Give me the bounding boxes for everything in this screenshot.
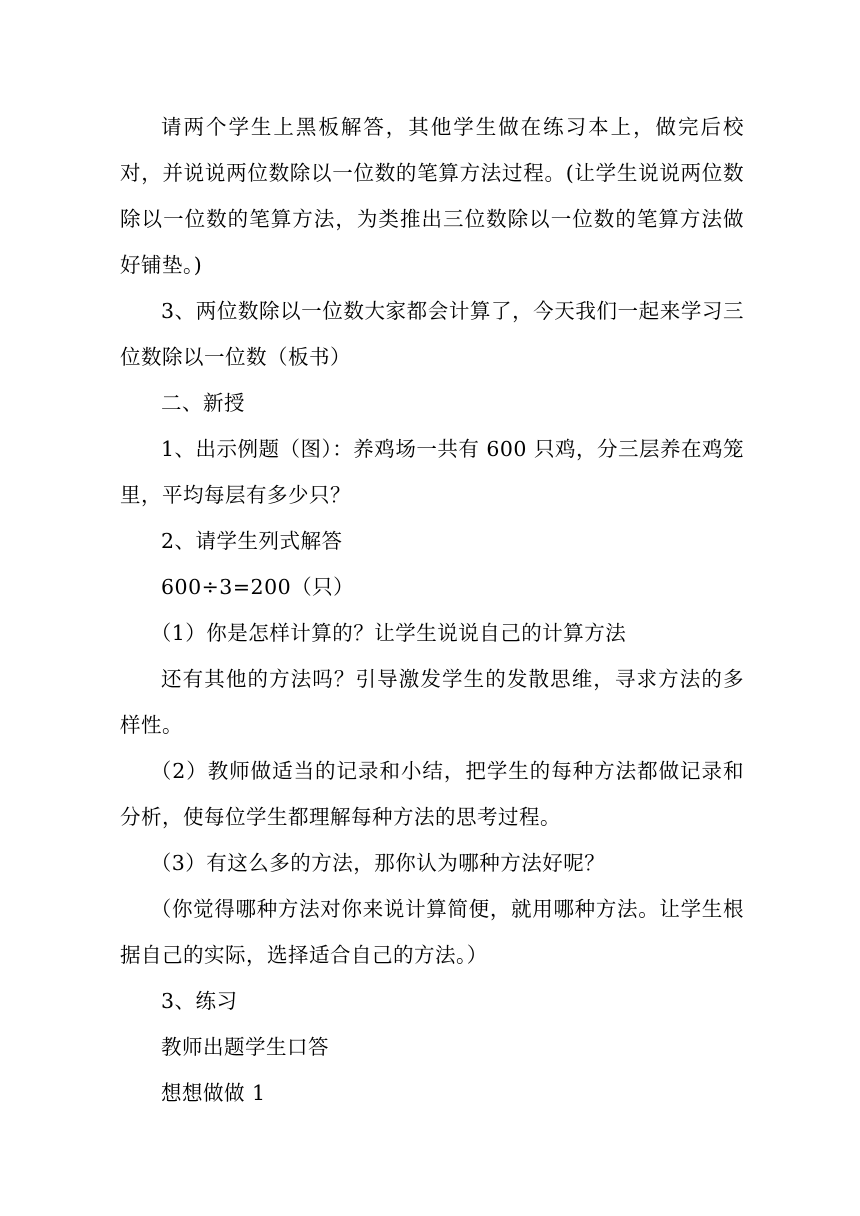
paragraph-blackboard-solution: 请两个学生上黑板解答，其他学生做在练习本上，做完后校对，并说说两位数除以一位数的笔算方法过程。(让学生说说两位数除以一位数的笔算方法，为类推出三位数除以一位数的笔算方法做好铺垫。) — [120, 115, 744, 277]
document-body — [120, 104, 744, 1116]
paragraph-question-1: （1）你是怎样计算的？让学生说说自己的计算方法 — [150, 621, 627, 645]
paragraph-teacher-summary: （2）教师做适当的记录和小结，把学生的每种方法都做记录和分析，使每位学生都理解每种方法的思考过程。 — [120, 759, 744, 829]
section-heading-practice: 3、练习 — [161, 989, 238, 1013]
paragraph-question-3: （3）有这么多的方法，那你认为哪种方法好呢？ — [150, 851, 606, 875]
paragraph-other-methods: 还有其他的方法吗？引导激发学生的发散思维，寻求方法的多样性。 — [120, 667, 744, 737]
section-heading-new-lesson: 二、新授 — [161, 391, 245, 415]
paragraph-example-problem: 1、出示例题（图）：养鸡场一共有 600 只鸡，分三层养在鸡笼里，平均每层有多少只？ — [120, 437, 744, 507]
paragraph-choose-method: （你觉得哪种方法对你来说计算简便，就用哪种方法。让学生根据自己的实际，选择适合自己的方法。） — [120, 897, 744, 967]
paragraph-step-3-intro: 3、两位数除以一位数大家都会计算了，今天我们一起来学习三位数除以一位数（板书） — [120, 299, 744, 369]
equation-line: 600÷3=200（只） — [161, 575, 355, 599]
paragraph-student-solve: 2、请学生列式解答 — [161, 529, 343, 553]
paragraph-exercise-1: 想想做做 1 — [161, 1081, 266, 1105]
paragraph-oral-answer: 教师出题学生口答 — [161, 1035, 329, 1059]
